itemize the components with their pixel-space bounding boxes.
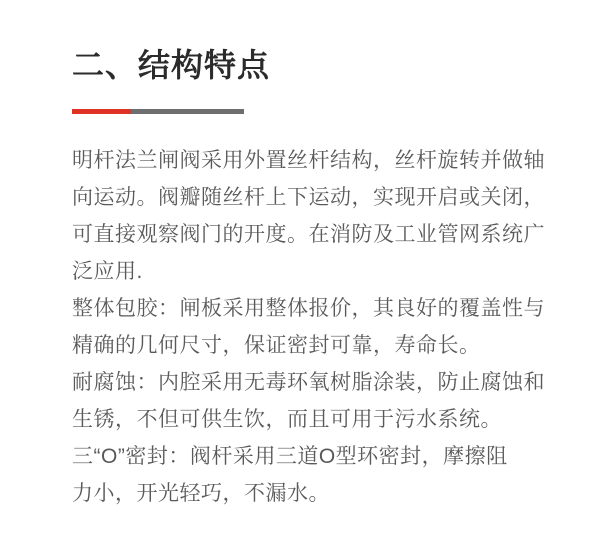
text-line: 泛应用.: [72, 260, 143, 284]
text-line: 向运动。阀瓣随丝杆上下运动，实现开启或关闭，: [72, 186, 545, 210]
text-line: 耐腐蚀：内腔采用无毒环氧树脂涂装，防止腐蚀和: [72, 371, 545, 395]
paragraph-intro: [72, 142, 544, 290]
underline-red-segment: [72, 109, 131, 114]
text-line: 明杆法兰闸阀采用外置丝杆结构，丝杆旋转并做轴: [72, 149, 545, 173]
text-line: 可直接观察阀门的开度。在消防及工业管网系统广: [72, 223, 545, 247]
heading-underline: [72, 109, 244, 114]
body-text: [72, 142, 544, 512]
text-line: 整体包胶：闸板采用整体报价，其良好的覆盖性与: [72, 297, 545, 321]
paragraph-corrosion-resistance: [72, 364, 544, 438]
paragraph-rubber-coating: [72, 290, 544, 364]
underline-gray-segment: [131, 109, 244, 114]
text-line: 三“O”密封：阀杆采用三道O型环密封，摩擦阻: [72, 445, 508, 469]
paragraph-o-ring-seal: [72, 438, 544, 512]
text-line: 力小，开光轻巧，不漏水。: [72, 482, 330, 506]
section-heading: 二、结构特点: [72, 47, 271, 83]
text-line: 精确的几何尺寸，保证密封可靠，寿命长。: [72, 334, 481, 358]
text-line: 生锈，不但可供生饮，而且可用于污水系统。: [72, 408, 502, 432]
